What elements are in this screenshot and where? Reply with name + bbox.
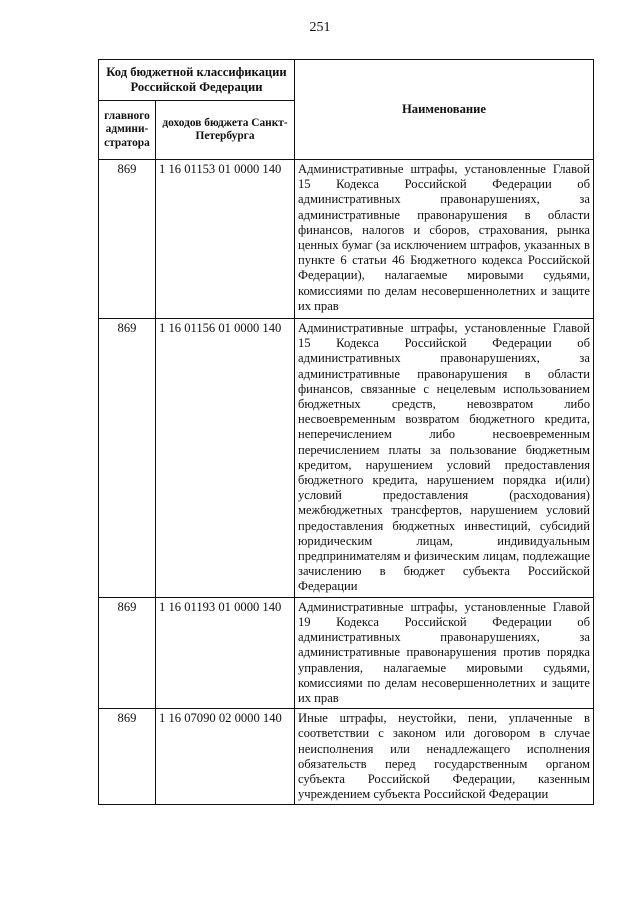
page-number: 251 bbox=[309, 20, 331, 35]
table-row bbox=[99, 160, 594, 319]
income-description: Административные штрафы, установленные Главой 15 Кодекса Российской Федерации об административных правонарушениях, за административные правонарушения в области финансов, связанные с нецелевым использованием бюджетных средств, невозвратом либо несвоевременным возвратом бюджетного кредита, неперечислением либо несвоевременным перечислением платы за пользование бюджетным кредитом, нарушением условий предоставления бюджетного кредита, нарушением порядка и(или) условий предоставления (расходования) межбюджетных трансфертов, нарушением условий предоставления бюджетных инвестиций, субсидий юридическим лицам, индивидуальным предпринимателям и физическим лицам, подлежащие зачислению в бюджет субъекта Российской Федерации bbox=[295, 319, 594, 598]
admin-code: 869 bbox=[99, 319, 156, 598]
income-description: Иные штрафы, неустойки, пени, уплаченные в соответствии с законом или договором в случае неисполнения или ненадлежащего исполнения обязательств перед государственным органом субъекта Российской Федерации, казенным учреждением субъекта Российской Федерации bbox=[295, 709, 594, 805]
income-description: Административные штрафы, установленные Главой 19 Кодекса Российской Федерации об административных правонарушениях, за административные правонарушения против порядка управления, налагаемые мировыми судьями, комиссиями по делам несовершеннолетних и защите их прав bbox=[295, 597, 594, 708]
table-row bbox=[99, 319, 594, 598]
admin-code: 869 bbox=[99, 709, 156, 805]
income-code: 1 16 07090 02 0000 140 bbox=[156, 709, 295, 805]
header-kbk-group: Код бюджетной классификации Российской Федерации bbox=[99, 60, 295, 101]
table-row bbox=[99, 597, 594, 708]
income-description: Административные штрафы, установленные Главой 15 Кодекса Российской Федерации об административных правонарушениях, за административные правонарушения в области финансов, налогов и сборов, страхования, рынка ценных бумаг (за исключением штрафов, указанных в пункте 6 статьи 46 Бюджетного кодекса Российской Федерации), налагаемые мировыми судьями, комиссиями по делам несовершеннолетних и защите их прав bbox=[295, 160, 594, 319]
header-name: Наименование bbox=[295, 60, 594, 160]
admin-code: 869 bbox=[99, 160, 156, 319]
income-code: 1 16 01156 01 0000 140 bbox=[156, 319, 295, 598]
budget-classification-table bbox=[98, 59, 594, 805]
header-admin: главного админи-стратора bbox=[99, 101, 156, 160]
header-income: доходов бюджета Санкт-Петербурга bbox=[156, 101, 295, 160]
admin-code: 869 bbox=[99, 597, 156, 708]
income-code: 1 16 01153 01 0000 140 bbox=[156, 160, 295, 319]
income-code: 1 16 01193 01 0000 140 bbox=[156, 597, 295, 708]
table-row bbox=[99, 709, 594, 805]
